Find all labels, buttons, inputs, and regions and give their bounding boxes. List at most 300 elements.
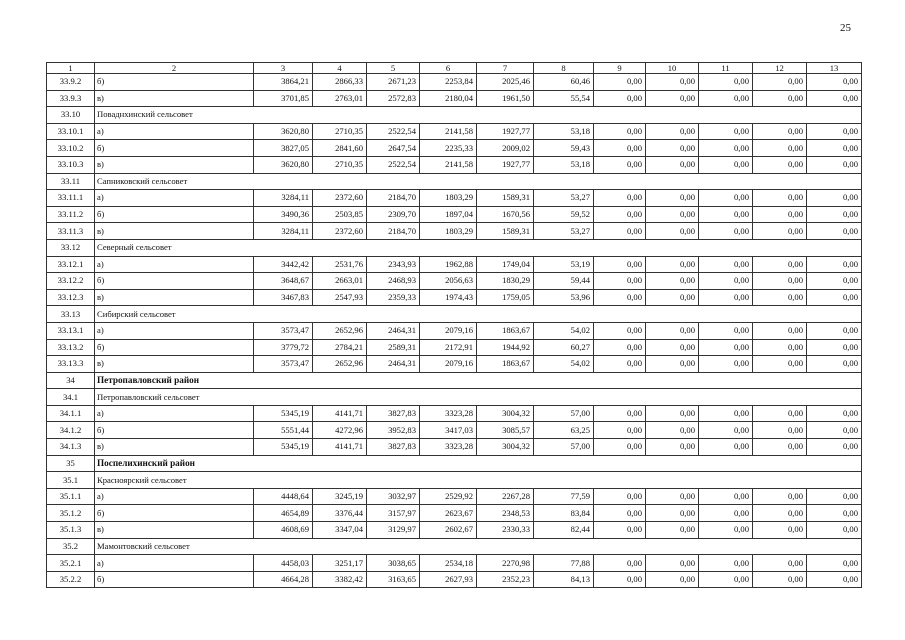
value-cell: 3701,85: [254, 90, 313, 107]
value-cell: 0,00: [807, 123, 862, 140]
row-code: 34.1.2: [47, 422, 95, 439]
table-row: [47, 190, 862, 207]
value-cell: 0,00: [699, 422, 753, 439]
value-cell: 0,00: [753, 206, 807, 223]
row-label: а): [95, 488, 254, 505]
column-header: 2: [95, 63, 254, 74]
value-cell: 2464,31: [367, 322, 420, 339]
value-cell: 0,00: [594, 256, 646, 273]
council-title: Красноярский сельсовет: [95, 472, 862, 489]
value-cell: 0,00: [699, 339, 753, 356]
value-cell: 0,00: [646, 422, 699, 439]
value-cell: 84,13: [534, 571, 594, 588]
value-cell: 0,00: [646, 571, 699, 588]
value-cell: 0,00: [807, 140, 862, 157]
value-cell: 0,00: [753, 439, 807, 456]
value-cell: 59,44: [534, 273, 594, 290]
value-cell: 0,00: [753, 223, 807, 240]
value-cell: 2663,01: [313, 273, 367, 290]
value-cell: 0,00: [807, 339, 862, 356]
value-cell: 2359,33: [367, 289, 420, 306]
table-row: [47, 289, 862, 306]
value-cell: 2348,53: [477, 505, 534, 522]
value-cell: 2079,16: [420, 322, 477, 339]
row-code: 33.11: [47, 173, 95, 190]
value-cell: 2627,93: [420, 571, 477, 588]
table-row: [47, 140, 862, 157]
value-cell: 57,00: [534, 439, 594, 456]
value-cell: 3827,83: [367, 405, 420, 422]
value-cell: 53,18: [534, 123, 594, 140]
row-label: в): [95, 439, 254, 456]
table-row: [47, 439, 862, 456]
value-cell: 53,18: [534, 156, 594, 173]
value-cell: 3004,32: [477, 405, 534, 422]
value-cell: 3157,97: [367, 505, 420, 522]
table-row: [47, 505, 862, 522]
value-cell: 0,00: [646, 405, 699, 422]
value-cell: 2522,54: [367, 123, 420, 140]
value-cell: 3827,83: [367, 439, 420, 456]
value-cell: 0,00: [646, 522, 699, 539]
row-code: 35: [47, 455, 95, 472]
value-cell: 2468,93: [367, 273, 420, 290]
value-cell: 0,00: [594, 289, 646, 306]
value-cell: 0,00: [753, 190, 807, 207]
value-cell: 0,00: [646, 256, 699, 273]
value-cell: 2652,96: [313, 356, 367, 373]
row-code: 34: [47, 372, 95, 389]
value-cell: 55,54: [534, 90, 594, 107]
value-cell: 3376,44: [313, 505, 367, 522]
value-cell: 0,00: [753, 555, 807, 572]
section-row: [47, 389, 862, 406]
value-cell: 0,00: [594, 140, 646, 157]
value-cell: 1974,43: [420, 289, 477, 306]
table-row: [47, 555, 862, 572]
row-label: б): [95, 339, 254, 356]
value-cell: 2784,21: [313, 339, 367, 356]
value-cell: 3648,67: [254, 273, 313, 290]
row-code: 33.11.3: [47, 223, 95, 240]
value-cell: 0,00: [807, 555, 862, 572]
value-cell: 2710,35: [313, 156, 367, 173]
value-cell: 0,00: [807, 405, 862, 422]
council-title: Северный сельсовет: [95, 239, 862, 256]
table-body: [47, 63, 862, 588]
table-row: [47, 256, 862, 273]
value-cell: 0,00: [646, 123, 699, 140]
row-label: а): [95, 555, 254, 572]
value-cell: 4664,28: [254, 571, 313, 588]
value-cell: 0,00: [594, 90, 646, 107]
value-cell: 0,00: [807, 190, 862, 207]
value-cell: 0,00: [646, 439, 699, 456]
value-cell: 3032,97: [367, 488, 420, 505]
column-header: 4: [313, 63, 367, 74]
value-cell: 1830,29: [477, 273, 534, 290]
value-cell: 1759,05: [477, 289, 534, 306]
value-cell: 0,00: [753, 273, 807, 290]
row-code: 33.13.3: [47, 356, 95, 373]
value-cell: 4141,71: [313, 439, 367, 456]
value-cell: 0,00: [646, 223, 699, 240]
row-label: в): [95, 90, 254, 107]
value-cell: 0,00: [699, 140, 753, 157]
value-cell: 2841,60: [313, 140, 367, 157]
page-number: 25: [840, 22, 851, 34]
value-cell: 53,96: [534, 289, 594, 306]
table-row: [47, 405, 862, 422]
value-cell: 0,00: [594, 339, 646, 356]
value-cell: 3467,83: [254, 289, 313, 306]
value-cell: 1927,77: [477, 156, 534, 173]
column-header: 10: [646, 63, 699, 74]
value-cell: 2253,84: [420, 74, 477, 91]
value-cell: 2141,58: [420, 123, 477, 140]
value-cell: 0,00: [699, 190, 753, 207]
table-row: [47, 422, 862, 439]
value-cell: 0,00: [753, 488, 807, 505]
value-cell: 0,00: [807, 571, 862, 588]
tariff-table: [46, 62, 862, 588]
value-cell: 2671,23: [367, 74, 420, 91]
value-cell: 0,00: [594, 322, 646, 339]
section-row: [47, 538, 862, 555]
value-cell: 2309,70: [367, 206, 420, 223]
value-cell: 4608,69: [254, 522, 313, 539]
table-row: [47, 339, 862, 356]
value-cell: 3284,11: [254, 190, 313, 207]
value-cell: 2572,83: [367, 90, 420, 107]
value-cell: 0,00: [699, 555, 753, 572]
value-cell: 0,00: [646, 322, 699, 339]
value-cell: 0,00: [807, 322, 862, 339]
council-title: Мамонтовский сельсовет: [95, 538, 862, 555]
value-cell: 2372,60: [313, 190, 367, 207]
value-cell: 2531,76: [313, 256, 367, 273]
row-code: 33.12: [47, 239, 95, 256]
section-row: [47, 472, 862, 489]
value-cell: 1589,31: [477, 223, 534, 240]
value-cell: 0,00: [807, 206, 862, 223]
value-cell: 0,00: [807, 439, 862, 456]
row-label: а): [95, 322, 254, 339]
row-label: а): [95, 256, 254, 273]
value-cell: 0,00: [807, 156, 862, 173]
value-cell: 0,00: [594, 74, 646, 91]
value-cell: 0,00: [699, 322, 753, 339]
value-cell: 53,19: [534, 256, 594, 273]
value-cell: 0,00: [594, 223, 646, 240]
section-row: [47, 107, 862, 124]
value-cell: 0,00: [753, 422, 807, 439]
value-cell: 0,00: [699, 289, 753, 306]
table-row: [47, 156, 862, 173]
value-cell: 3163,65: [367, 571, 420, 588]
value-cell: 2184,70: [367, 190, 420, 207]
value-cell: 0,00: [594, 422, 646, 439]
value-cell: 1670,56: [477, 206, 534, 223]
row-code: 33.9.2: [47, 74, 95, 91]
column-header: 5: [367, 63, 420, 74]
row-code: 35.1.1: [47, 488, 95, 505]
value-cell: 4272,96: [313, 422, 367, 439]
value-cell: 3620,80: [254, 123, 313, 140]
header-row: [47, 63, 862, 74]
table-row: [47, 74, 862, 91]
value-cell: 0,00: [753, 322, 807, 339]
value-cell: 3573,47: [254, 322, 313, 339]
council-title: Петропавловский сельсовет: [95, 389, 862, 406]
row-label: а): [95, 190, 254, 207]
value-cell: 0,00: [646, 356, 699, 373]
row-code: 33.10.2: [47, 140, 95, 157]
value-cell: 2647,54: [367, 140, 420, 157]
value-cell: 2056,63: [420, 273, 477, 290]
value-cell: 57,00: [534, 405, 594, 422]
value-cell: 2180,04: [420, 90, 477, 107]
value-cell: 5345,19: [254, 439, 313, 456]
row-code: 33.11.1: [47, 190, 95, 207]
value-cell: 2763,01: [313, 90, 367, 107]
value-cell: 1803,29: [420, 190, 477, 207]
row-code: 33.10.1: [47, 123, 95, 140]
value-cell: 0,00: [699, 439, 753, 456]
value-cell: 3827,05: [254, 140, 313, 157]
value-cell: 3347,04: [313, 522, 367, 539]
value-cell: 0,00: [646, 74, 699, 91]
value-cell: 3382,42: [313, 571, 367, 588]
row-code: 35.1.3: [47, 522, 95, 539]
value-cell: 1944,92: [477, 339, 534, 356]
value-cell: 0,00: [753, 289, 807, 306]
value-cell: 2547,93: [313, 289, 367, 306]
value-cell: 0,00: [646, 206, 699, 223]
value-cell: 0,00: [699, 405, 753, 422]
value-cell: 4448,64: [254, 488, 313, 505]
value-cell: 0,00: [699, 156, 753, 173]
value-cell: 5345,19: [254, 405, 313, 422]
value-cell: 2602,67: [420, 522, 477, 539]
value-cell: 0,00: [699, 206, 753, 223]
value-cell: 2522,54: [367, 156, 420, 173]
value-cell: 0,00: [646, 156, 699, 173]
value-cell: 2534,18: [420, 555, 477, 572]
table-row: [47, 90, 862, 107]
section-row: [47, 306, 862, 323]
value-cell: 0,00: [594, 439, 646, 456]
value-cell: 2866,33: [313, 74, 367, 91]
value-cell: 3245,19: [313, 488, 367, 505]
value-cell: 3620,80: [254, 156, 313, 173]
value-cell: 1961,50: [477, 90, 534, 107]
value-cell: 0,00: [646, 90, 699, 107]
value-cell: 0,00: [753, 505, 807, 522]
value-cell: 0,00: [753, 522, 807, 539]
value-cell: 4654,89: [254, 505, 313, 522]
row-code: 33.12.3: [47, 289, 95, 306]
value-cell: 0,00: [699, 273, 753, 290]
row-code: 34.1.3: [47, 439, 95, 456]
value-cell: 0,00: [699, 90, 753, 107]
value-cell: 0,00: [594, 206, 646, 223]
value-cell: 0,00: [753, 256, 807, 273]
value-cell: 0,00: [594, 405, 646, 422]
value-cell: 77,59: [534, 488, 594, 505]
row-code: 33.12.1: [47, 256, 95, 273]
row-label: а): [95, 405, 254, 422]
value-cell: 0,00: [594, 190, 646, 207]
column-header: 3: [254, 63, 313, 74]
table-row: [47, 206, 862, 223]
value-cell: 2343,93: [367, 256, 420, 273]
value-cell: 0,00: [807, 422, 862, 439]
row-code: 35.2.2: [47, 571, 95, 588]
value-cell: 3085,57: [477, 422, 534, 439]
value-cell: 3323,28: [420, 439, 477, 456]
value-cell: 0,00: [807, 90, 862, 107]
row-label: б): [95, 273, 254, 290]
value-cell: 1962,88: [420, 256, 477, 273]
value-cell: 0,00: [807, 273, 862, 290]
value-cell: 59,43: [534, 140, 594, 157]
district-title: Петропавловский район: [95, 372, 862, 389]
value-cell: 0,00: [699, 123, 753, 140]
value-cell: 0,00: [807, 522, 862, 539]
council-title: Сибирский сельсовет: [95, 306, 862, 323]
value-cell: 0,00: [753, 74, 807, 91]
row-label: в): [95, 156, 254, 173]
row-code: 35.1: [47, 472, 95, 489]
row-label: б): [95, 140, 254, 157]
value-cell: 3442,42: [254, 256, 313, 273]
value-cell: 0,00: [753, 571, 807, 588]
value-cell: 0,00: [753, 405, 807, 422]
value-cell: 54,02: [534, 356, 594, 373]
value-cell: 0,00: [699, 488, 753, 505]
value-cell: 3038,65: [367, 555, 420, 572]
row-code: 33.11.2: [47, 206, 95, 223]
value-cell: 53,27: [534, 190, 594, 207]
row-code: 33.13.2: [47, 339, 95, 356]
value-cell: 2503,85: [313, 206, 367, 223]
row-label: б): [95, 74, 254, 91]
value-cell: 0,00: [807, 74, 862, 91]
value-cell: 0,00: [594, 488, 646, 505]
value-cell: 0,00: [699, 522, 753, 539]
district-title: Поспелихинский район: [95, 455, 862, 472]
row-label: а): [95, 123, 254, 140]
value-cell: 2652,96: [313, 322, 367, 339]
value-cell: 1589,31: [477, 190, 534, 207]
value-cell: 2623,67: [420, 505, 477, 522]
row-code: 35.2.1: [47, 555, 95, 572]
value-cell: 3284,11: [254, 223, 313, 240]
value-cell: 0,00: [807, 505, 862, 522]
value-cell: 1749,04: [477, 256, 534, 273]
value-cell: 0,00: [699, 256, 753, 273]
value-cell: 0,00: [594, 505, 646, 522]
value-cell: 3004,32: [477, 439, 534, 456]
table-row: [47, 322, 862, 339]
value-cell: 0,00: [594, 522, 646, 539]
value-cell: 0,00: [646, 488, 699, 505]
value-cell: 0,00: [807, 289, 862, 306]
value-cell: 0,00: [807, 256, 862, 273]
value-cell: 0,00: [594, 555, 646, 572]
value-cell: 2710,35: [313, 123, 367, 140]
row-code: 33.13: [47, 306, 95, 323]
value-cell: 0,00: [753, 123, 807, 140]
section-row: [47, 173, 862, 190]
value-cell: 2235,33: [420, 140, 477, 157]
section-row: [47, 239, 862, 256]
value-cell: 0,00: [807, 356, 862, 373]
value-cell: 0,00: [753, 156, 807, 173]
table-row: [47, 273, 862, 290]
council-title: Сапниковский сельсовет: [95, 173, 862, 190]
value-cell: 54,02: [534, 322, 594, 339]
value-cell: 0,00: [699, 571, 753, 588]
value-cell: 0,00: [753, 339, 807, 356]
value-cell: 2270,98: [477, 555, 534, 572]
value-cell: 60,46: [534, 74, 594, 91]
value-cell: 0,00: [594, 123, 646, 140]
value-cell: 0,00: [753, 90, 807, 107]
value-cell: 0,00: [699, 223, 753, 240]
column-header: 12: [753, 63, 807, 74]
value-cell: 0,00: [646, 273, 699, 290]
column-header: 11: [699, 63, 753, 74]
value-cell: 4458,03: [254, 555, 313, 572]
table-row: [47, 488, 862, 505]
value-cell: 3490,36: [254, 206, 313, 223]
value-cell: 63,25: [534, 422, 594, 439]
value-cell: 2464,31: [367, 356, 420, 373]
value-cell: 0,00: [807, 488, 862, 505]
value-cell: 0,00: [807, 223, 862, 240]
value-cell: 2330,33: [477, 522, 534, 539]
value-cell: 83,84: [534, 505, 594, 522]
value-cell: 2079,16: [420, 356, 477, 373]
section-row: [47, 372, 862, 389]
row-code: 35.1.2: [47, 505, 95, 522]
value-cell: 0,00: [646, 505, 699, 522]
table-row: [47, 522, 862, 539]
value-cell: 3952,83: [367, 422, 420, 439]
value-cell: 0,00: [646, 140, 699, 157]
table-row: [47, 123, 862, 140]
row-label: б): [95, 422, 254, 439]
value-cell: 2529,92: [420, 488, 477, 505]
value-cell: 4141,71: [313, 405, 367, 422]
column-header: 9: [594, 63, 646, 74]
value-cell: 3129,97: [367, 522, 420, 539]
value-cell: 1803,29: [420, 223, 477, 240]
column-header: 8: [534, 63, 594, 74]
row-code: 34.1: [47, 389, 95, 406]
column-header: 7: [477, 63, 534, 74]
row-code: 33.13.1: [47, 322, 95, 339]
value-cell: 0,00: [594, 273, 646, 290]
value-cell: 0,00: [646, 339, 699, 356]
value-cell: 0,00: [594, 571, 646, 588]
table-row: [47, 223, 862, 240]
row-label: б): [95, 505, 254, 522]
value-cell: 5551,44: [254, 422, 313, 439]
value-cell: 0,00: [699, 356, 753, 373]
